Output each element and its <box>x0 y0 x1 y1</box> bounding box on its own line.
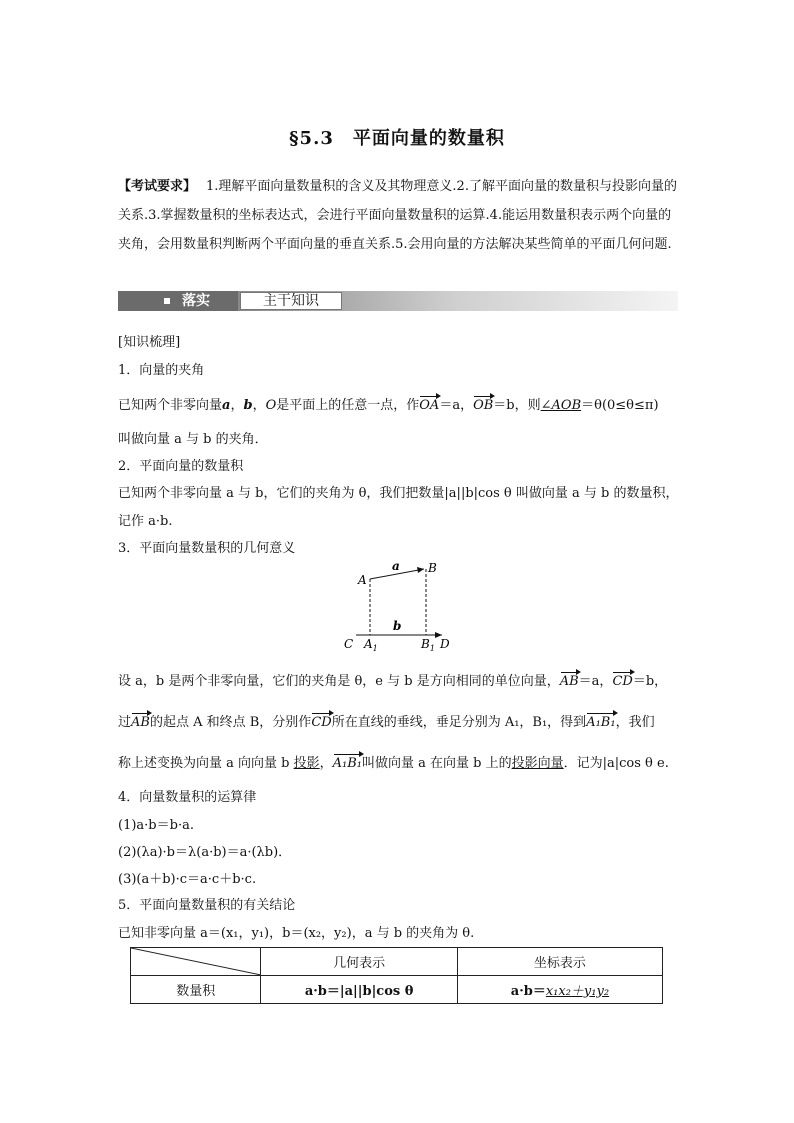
label-A1: $A_1$ <box>364 637 378 653</box>
table-header-coordinate: 坐标表示 <box>457 948 662 976</box>
projection-term: 投影 <box>293 756 320 771</box>
vector-A1B1: A₁B₁ <box>586 715 616 730</box>
vector-A1B1-ref: A₁B₁ <box>332 756 363 771</box>
page-title: §5.3 平面向量的数量积 <box>289 128 505 149</box>
s5-heading: 5．平面向量数量积的有关结论 <box>118 898 296 913</box>
s4-heading: 4．向量数量积的运算律 <box>118 790 257 805</box>
label-C: C <box>344 637 354 651</box>
vector-a-arrowhead <box>417 567 424 573</box>
table-row-label: 数量积 <box>131 976 261 1004</box>
label-A: A <box>358 573 367 587</box>
table-header-geometric: 几何表示 <box>261 948 457 976</box>
s3-line1: 设 a，b 是两个非零向量，它们的夹角是 θ，e 与 b 是方向相同的单位向量，AB＝a，CD＝b， <box>118 674 668 689</box>
section-banner <box>118 291 678 311</box>
requirements-tag: 【考试要求】 <box>118 179 197 194</box>
label-B1: $B_1$ <box>421 637 435 653</box>
label-b: b <box>393 619 402 633</box>
banner-right-label: 主干知识 <box>240 292 342 310</box>
label-a: a <box>392 559 400 573</box>
vector-AB: AB <box>559 674 579 689</box>
s3-heading: 3．平面向量数量积的几何意义 <box>118 541 296 556</box>
vector-OA: OA <box>419 398 440 413</box>
s2-line2: 记作 a·b. <box>118 514 173 529</box>
angle-AOB: ∠AOB <box>540 398 582 413</box>
table-cell-geometric: a·b＝|a||b|cos θ <box>261 976 457 1004</box>
s3-line2: 过AB的起点 A 和终点 B，分别作CD所在直线的垂线，垂足分别为 A₁，B₁，得到A₁B₁，我们 <box>118 715 655 730</box>
diagonal-line <box>131 948 261 975</box>
s3-line3: 称上述变换为向量 a 向向量 b 投影，A₁B₁叫做向量 a 在向量 b 上的投影向量．记为|a|cos θ e. <box>118 756 669 771</box>
vector-OB: OB <box>473 398 494 413</box>
table-cell-coordinate: a·b＝x₁x₂＋y₁y₂ <box>457 976 662 1004</box>
s1-line2: 叫做向量 a 与 b 的夹角． <box>118 432 268 447</box>
s1-line1: 已知两个非零向量a，b，O是平面上的任意一点，作OA＝a，OB＝b，则∠AOB＝θ(0≤θ≤π) <box>118 398 659 413</box>
s1-heading: 1．向量的夹角 <box>118 363 205 378</box>
s4-rule3: (3)(a＋b)·c＝a·c＋b·c. <box>118 872 257 887</box>
label-B: B <box>428 561 437 575</box>
vector-CD-ref: CD <box>311 715 332 730</box>
table-row <box>131 948 663 976</box>
exam-requirements <box>118 172 678 259</box>
projection-vector-term: 投影向量 <box>511 756 564 771</box>
table-row <box>131 976 663 1004</box>
label-D: D <box>440 637 450 651</box>
s2-line1: 已知两个非零向量 a 与 b，它们的夹角为 θ，我们把数量|a||b|cos θ 叫做向量 a 与 b 的数量积， <box>118 486 679 501</box>
s5-line1: 已知非零向量 a＝(x₁，y₁)，b＝(x₂，y₂)，a 与 b 的夹角为 θ. <box>118 926 475 941</box>
vector-CD: CD <box>612 674 633 689</box>
vector-AB-ref: AB <box>131 715 150 730</box>
banner-dark-part <box>118 291 238 311</box>
s4-rule2: (2)(λa)·b＝λ(a·b)＝a·(λb)． <box>118 845 292 860</box>
square-bullet-icon <box>164 298 170 304</box>
s2-heading: 2．平面向量的数量积 <box>118 459 244 474</box>
knowledge-tag: [知识梳理] <box>118 335 181 350</box>
requirements-text: 1.理解平面向量数量积的含义及其物理意义.2.了解平面向量的数量积与投影向量的关系.3.掌握数量积的坐标表达式，会进行平面向量数量积的运算.4.能运用数量积表示两个向量的夹角，会用数量积判断两个平面向量的垂直关系.5.会用向量的方法解决某些简单的平面几何问题. <box>118 179 677 252</box>
s4-rule1: (1)a·b＝b·a. <box>118 818 194 833</box>
banner-left-label: 落实 <box>182 293 210 309</box>
conclusions-table <box>130 947 663 1004</box>
table-corner-cell <box>131 948 261 976</box>
